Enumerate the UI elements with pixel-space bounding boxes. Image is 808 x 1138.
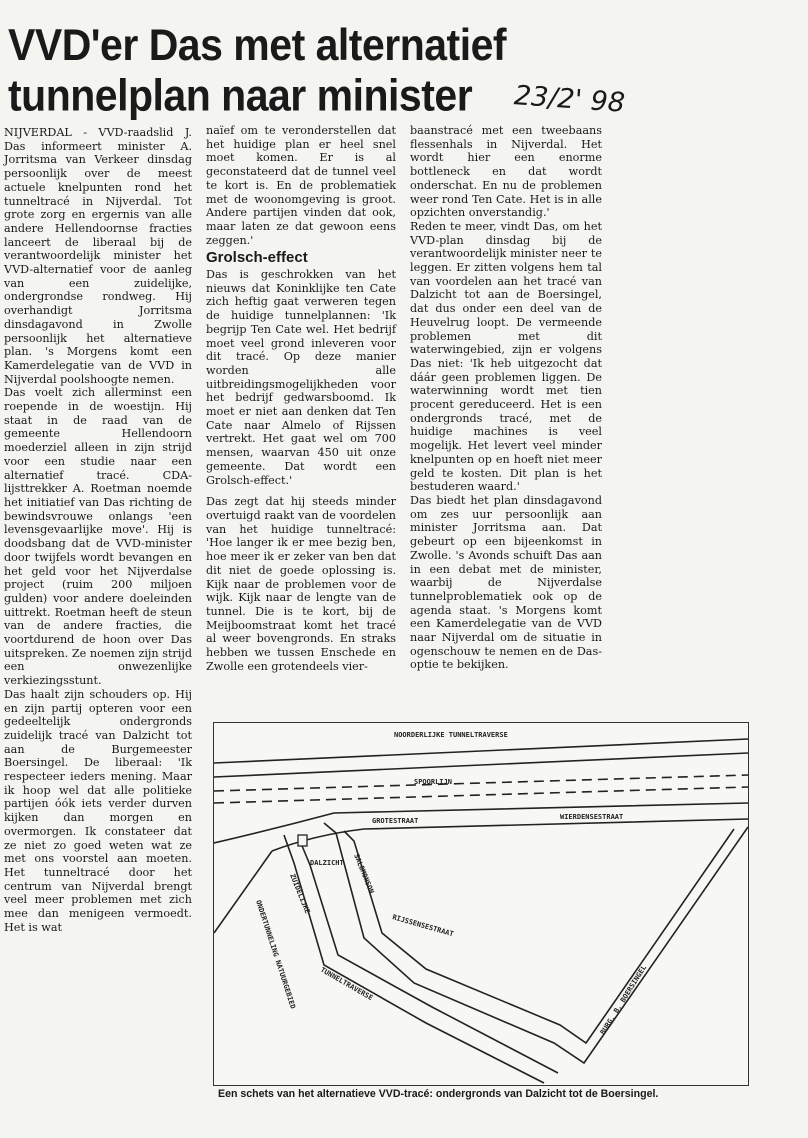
label-wierdensestraat: WIERDENSESTRAAT — [560, 813, 624, 821]
road-zuidelijke-inner — [300, 841, 558, 1073]
road-grotestraat-top — [214, 803, 748, 843]
route-map — [213, 722, 749, 1086]
paragraph: baanstracé met een tweebaans flessenhals in Nijverdal. Het wordt hier een enorme bottleneck en dat wordt onderschat. En nu de problemen weer rond Ten Cate. Het is in alle opzichten onverstandig.' — [410, 124, 602, 220]
label-noorderlijke: NOORDERLIJKE TUNNELTRAVERSE — [394, 731, 508, 739]
label-tunneltraverse: TUNNELTRAVERSE — [319, 965, 375, 1003]
paragraph: Das zegt dat hij steeds minder overtuigd raakt van de voordelen van het huidige tunneltracé: 'Hoe langer ik er mee bezig ben, hoe meer ik er zeker van ben dat dit niet de goede oplossing is. Kijk naar de problemen voor de wijk. Kijk naar de lengte van de tunnel. Die is te kort, bij de Meijboomstraat komt het tracé al weer bovengronds. En straks hebben we tussen Enschede en Zwolle een grotendeels vier- — [206, 495, 396, 673]
paragraph: Das voelt zich allerminst een roepende in de woestijn. Hij staat in de raad van de gemeente Hellendoorn moederziel alleen in zijn strijd voor een studie naar een alternatief tracé. CDA-lijsttrekker A. Roetman noemde het initiatief van Das richting de bewindsvrouwe onlangs 'een levensgevaarlijke move'. Hij is doodsbang dat de VVD-minister door twijfels wordt bevangen en het geld voor het Nijverdalse project (ruim 200 miljoen gulden) voor andere doeleinden uittrekt. Roetman heeft de steun van de andere fracties, die voortdurend de hoon over Das uitspreken. Ze noemen zijn strijd een onwezenlijke verkiezingsstunt. — [4, 386, 192, 688]
route-map-drawing — [214, 723, 748, 1085]
label-zuidelijke: ZUIDELIJKE — [288, 872, 312, 915]
headline-line-2: tunnelplan naar minister — [8, 70, 473, 121]
label-ondertunneling: ONDERTUNNELING NATUURGEBIED — [254, 899, 297, 1010]
article-column-3 — [410, 124, 602, 672]
road-noorderlijke-2 — [214, 753, 748, 777]
road-noorderlijke — [214, 739, 748, 763]
handwritten-date: 23/2' 98 — [513, 80, 626, 119]
subheading: Grolsch-effect — [206, 249, 308, 267]
label-dalzicht: DALZICHT — [310, 859, 344, 867]
paragraph: NIJVERDAL - VVD-raadslid J. Das informeert minister A. Jorritsma van Verkeer dinsdag persoonlijk over de meest actuele knelpunten rond het tunneltracé in Nijverdal. Tot grote zorg en ergernis van alle andere Hellendoornse fracties lanceert de liberaal bij de verantwoordelijk minister het VVD-alternatief voor de aanleg van een zuidelijke, ondergrondse rondweg. Hij overhandigt Jorritsma dinsdagavond in Zwolle persoonlijk het alternatieve plan. 's Morgens komt een Kamerdelegatie van de VVD in Nijverdal poolshoogte nemen. — [4, 126, 192, 386]
road-grotestraat-bottom — [272, 819, 748, 851]
map-caption: Een schets van het alternatieve VVD-tracé: ondergronds van Dalzicht tot de Boersingel. — [218, 1088, 659, 1100]
paragraph: naïef om te veronderstellen dat het huidige plan er heel snel moet komen. Er is al geconstateerd dat de tunnel veel te kort is. En de problematiek met de woonomgeving is groot. Andere partijen vinden dat ook, maar laten ze dat gewoon eens zeggen.' — [206, 124, 396, 247]
label-rijssensestraat: RIJSSENSESTRAAT — [391, 913, 455, 939]
label-boersingel: BURG. B. BOERSINGEL — [598, 963, 649, 1037]
label-salomonson: SALOMONSON — [352, 852, 376, 895]
road-rijssense-inner — [344, 829, 734, 1043]
article-column-1 — [4, 126, 192, 934]
paragraph: Reden te meer, vindt Das, om het VVD-plan dinsdag bij de verantwoordelijk minister neer te leggen. Er zitten volgens hem tal van voordelen aan het tracé van Dalzicht tot aan de Boersingel, dat dus onder een deel van de Heuvelrug loopt. De vermeende problemen met dit waterwingebied, zijn er volgens Das niet: 'Ik heb uitgezocht dat dáár geen problemen liggen. De waterwinning wordt met tien procent gereduceerd. Het is een ondergronds tracé, met de huidige machines is veel mogelijk. Het levert veel minder knelpunten op en hoeft niet meer geld te kosten. Dit plan is het bestuderen waard.' — [410, 219, 602, 494]
label-grotestraat: GROTESTRAAT — [372, 817, 419, 825]
road-rijssense-outer — [324, 823, 748, 1063]
paragraph: Das haalt zijn schouders op. Hij en zijn partij opteren voor een gedeeltelijk ondergronds zuidelijk tracé van Dalzicht tot aan de Burgemeester Boersingel. De liberaal: 'Ik respecteer ieders mening. Maar ik hoop wel dat alle politieke partijen óók iets verder durven kijken dan morgen en overmorgen. Ik constateer dat ze niet zo goed weten wat ze met ons voorstel aan moeten. Het tunneltracé door het centrum van Nijverdal brengt veel meer problemen met zich mee dan menigeen vermoedt. Het is wat — [4, 687, 192, 934]
label-spoorlijn: SPOORLIJN — [414, 778, 452, 786]
paragraph: Das is geschrokken van het nieuws dat Koninklijke ten Cate zich heftig gaat verweren tegen de huidige tunnelplannen: 'Ik begrijp Ten Cate wel. Het bedrijf moet veel grond inleveren voor dit tracé. Op deze manier worden alle uitbreidingsmogelijkheden voor het bedrijf gedwarsboomd. Ik moet er niet aan denken dat Ten Cate naar Almelo of Rijssen vertrekt. Het gaat wel om 700 mensen, waarvan 450 uit onze gemeente. Dat wordt een Grolsch-effect.' — [206, 268, 396, 487]
paragraph: Das biedt het plan dinsdagavond om zes uur persoonlijk aan minister Jorritsma aan. Dat gebeurt op een bijeenkomst in Zwolle. 's Avonds schuift Das aan in een debat met de minister, waarbij de Nijverdalse tunnelproblematiek ook op de agenda staat. 's Morgens komt een Kamerdelegatie van de VVD naar Nijverdal om de situatie in ogenschouw te nemen en de Das-optie te bekijken. — [410, 493, 602, 672]
headline-line-1: VVD'er Das met alternatief — [8, 20, 507, 70]
article-column-2 — [206, 124, 396, 673]
dalzicht-marker — [298, 835, 307, 846]
